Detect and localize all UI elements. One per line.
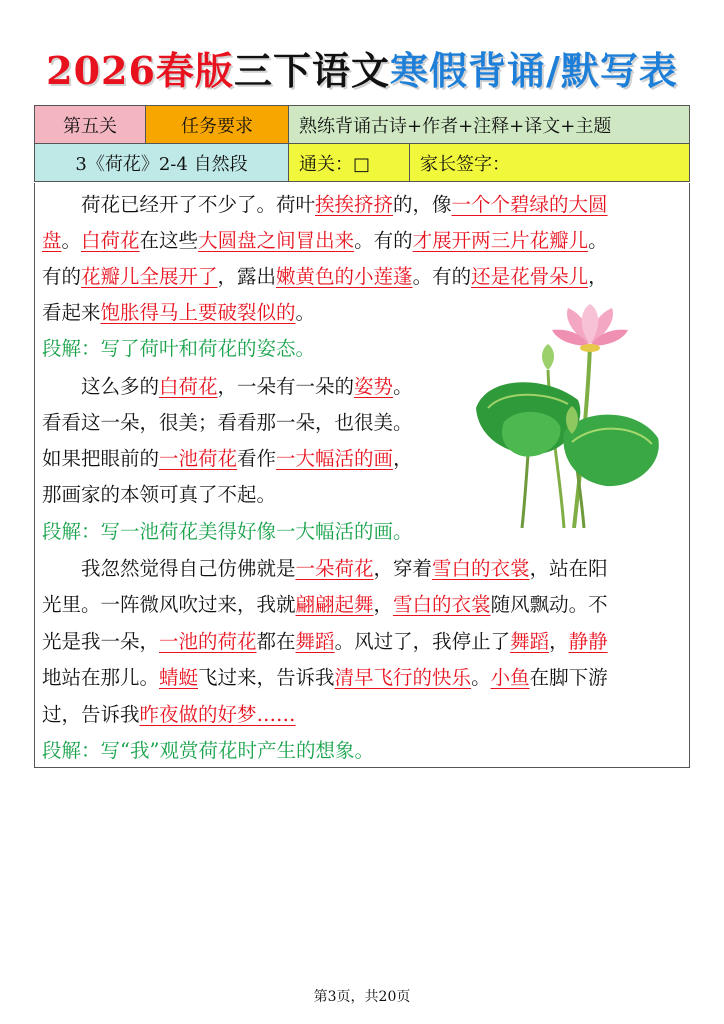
key-phrase: 一大幅活的画 [276, 447, 394, 470]
key-phrase: 一池荷花 [159, 447, 238, 470]
text-line [42, 408, 413, 438]
parent-sign-cell[interactable]: 家长签字： [410, 144, 690, 182]
text-segment: 过，告诉我 [42, 703, 140, 726]
key-phrase: 白荷花 [81, 229, 140, 252]
text-segment: 。有的 [354, 229, 413, 252]
text-segment: 光里。一阵微风吹过来，我就 [42, 593, 296, 616]
paragraph-summary: 段解：写了荷叶和荷花的姿态。 [42, 337, 316, 360]
key-phrase: 白荷花 [159, 375, 218, 398]
key-phrase: 花瓣儿全展开了 [81, 265, 218, 288]
text-line [42, 517, 413, 547]
text-line [42, 226, 608, 256]
key-phrase: 大圆盘之间冒出来 [198, 229, 355, 252]
text-segment: 那画家的本领可真了不起。 [42, 483, 277, 506]
text-segment: 看看这一朵，很美；看看那一朵，也很美。 [42, 411, 413, 434]
text-segment: ， [549, 630, 569, 653]
text-line [42, 190, 608, 220]
text-segment: ，穿着 [373, 557, 433, 580]
text-segment: 光是我一朵， [42, 630, 160, 653]
key-phrase: 静静 [568, 630, 608, 653]
text-segment: 。 [295, 301, 316, 324]
key-phrase: 挨挨挤挤 [315, 193, 394, 216]
key-phrase: 一朵荷花 [295, 557, 374, 580]
text-line [42, 663, 608, 693]
text-segment: 我忽然觉得自己仿佛就是 [42, 557, 296, 580]
key-phrase: 清早飞行的快乐 [334, 666, 472, 689]
task-label-cell: 任务要求 [146, 106, 289, 144]
text-line [42, 372, 413, 402]
text-line [42, 334, 315, 364]
key-phrase: 小鱼 [490, 666, 530, 689]
text-segment: 都在 [256, 630, 296, 653]
text-segment: 地站在那儿。 [42, 666, 160, 689]
text-segment: 。 [61, 229, 82, 252]
text-segment: ，一朵有一朵的 [217, 375, 355, 398]
text-segment: 。 [588, 229, 608, 252]
text-line [42, 736, 374, 766]
key-phrase: 雪白的衣裳 [432, 557, 530, 580]
text-line [42, 444, 413, 474]
text-segment: 有的 [42, 265, 82, 288]
text-segment: 在这些 [139, 229, 199, 252]
text-line [42, 590, 608, 620]
pass-label: 通关： [299, 153, 353, 175]
pass-cell[interactable] [289, 144, 410, 182]
text-line [42, 700, 296, 730]
text-segment: 这么多的 [42, 375, 160, 398]
text-segment: 在脚下游 [529, 666, 608, 689]
key-phrase: 翩翩起舞 [295, 593, 374, 616]
text-segment: ， [588, 265, 608, 288]
key-phrase: 舞蹈 [510, 630, 550, 653]
text-segment: 看作 [237, 447, 277, 470]
text-segment: 随风飘动。不 [490, 593, 608, 616]
title-edition: 春版 [155, 48, 234, 93]
paragraph-summary: 段解：写“我”观赏荷花时产生的想象。 [42, 739, 374, 762]
text-segment: 。 [393, 375, 413, 398]
lotus-illustration [468, 304, 668, 528]
key-phrase: 一池的荷花 [159, 630, 257, 653]
text-segment: 如果把眼前的 [42, 447, 160, 470]
key-phrase: 舞蹈 [295, 630, 335, 653]
text-line [42, 480, 276, 510]
text-segment: 。有的 [412, 265, 472, 288]
text-line [42, 262, 608, 292]
text-segment: ，站在阳 [529, 557, 608, 580]
task-cell: 熟练背诵古诗+作者+注释+译文+主题 [289, 106, 690, 144]
text-segment: ， [393, 447, 413, 470]
key-phrase: 盘 [42, 229, 62, 252]
text-segment: 看起来 [42, 301, 101, 324]
key-phrase: 一个个碧绿的大圆 [451, 193, 608, 216]
title-year: 2026 [46, 48, 156, 93]
text-segment: 。 [471, 666, 491, 689]
title-subject: 三下语文 [233, 48, 390, 93]
level-cell: 第五关 [35, 106, 146, 144]
text-line [42, 627, 608, 657]
header-table [34, 105, 690, 182]
text-line [42, 554, 608, 584]
key-phrase: 姿势 [354, 375, 394, 398]
lesson-cell: 3《荷花》2-4 自然段 [35, 144, 289, 182]
text-segment: 的，像 [393, 193, 452, 216]
key-phrase: 昨夜做的好梦…… [139, 703, 296, 726]
text-segment: 。风过了，我停止了 [334, 630, 511, 653]
text-segment: ，露出 [217, 265, 277, 288]
page-footer: 第3页，共20页 [313, 989, 411, 1005]
key-phrase: 嫩黄色的小莲蓬 [276, 265, 413, 288]
paragraph-summary: 段解：写一池荷花美得好像一大幅活的画。 [42, 520, 413, 543]
text-segment: 飞过来，告诉我 [198, 666, 335, 689]
text-segment: 荷花已经开了不少了。荷叶 [42, 193, 316, 216]
text-line [42, 298, 315, 328]
text-segment: ， [373, 593, 394, 616]
key-phrase: 饱胀得马上要破裂似的 [100, 301, 296, 324]
pass-checkbox[interactable]: □ [353, 153, 371, 175]
page-title [0, 40, 724, 104]
key-phrase: 才展开两三片花瓣儿 [412, 229, 589, 252]
key-phrase: 雪白的衣裳 [393, 593, 491, 616]
key-phrase: 还是花骨朵儿 [471, 265, 589, 288]
key-phrase: 蜻蜓 [159, 666, 199, 689]
title-table-name: 寒假背诵/默写表 [389, 48, 678, 93]
